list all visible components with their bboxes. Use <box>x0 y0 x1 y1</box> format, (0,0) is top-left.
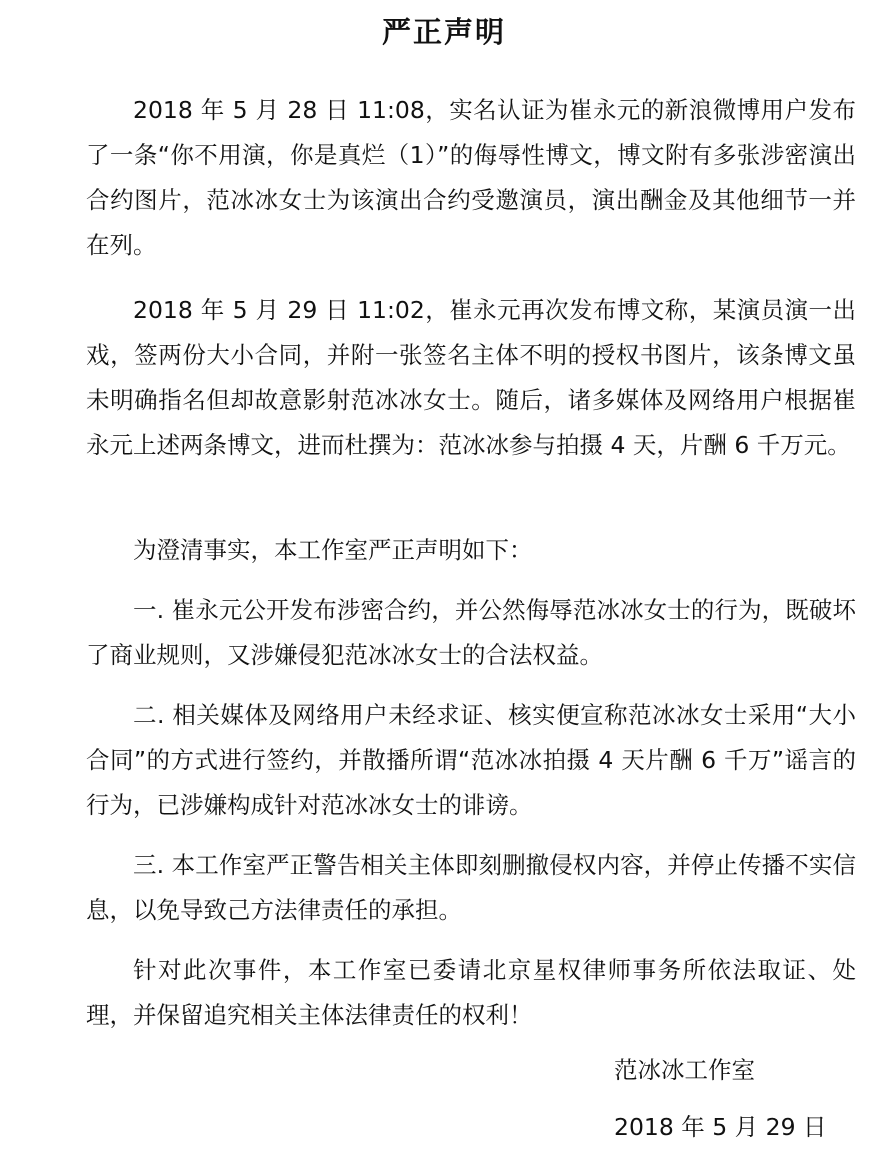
paragraph-weibo-post-may-29: 2018 年 5 月 29 日 11:02，崔永元再次发布博文称，某演员演一出戏，签两份大小合同，并附一张签名主体不明的授权书图片，该条博文虽未明确指名但却故意影射范冰冰女士。随后，诸多媒体及网络用户根据崔永元上述两条博文，进而杜撰为：范冰冰参与拍摄 4 天，片酬 6 千万元。 <box>86 296 856 459</box>
signature: 范冰冰工作室 <box>614 1056 755 1084</box>
paragraph-clarification-intro: 为澄清事实，本工作室严正声明如下： <box>133 536 533 564</box>
paragraph-point-three: 三. 本工作室严正警告相关主体即刻删撤侵权内容，并停止传播不实信息，以免导致己方法律责任的承担。 <box>86 851 856 924</box>
paragraph-point-two: 二. 相关媒体及网络用户未经求证、核实便宣称范冰冰女士采用“大小合同”的方式进行签约，并散播所谓“范冰冰拍摄 4 天片酬 6 千万”谣言的行为，已涉嫌构成针对范冰冰女士的诽谤。 <box>86 701 856 819</box>
paragraph-legal-action: 针对此次事件，本工作室已委请北京星权律师事务所依法取证、处理，并保留追究相关主体法律责任的权利！ <box>86 956 856 1029</box>
document-title: 严正声明 <box>381 15 506 49</box>
paragraph-weibo-post-may-28: 2018 年 5 月 28 日 11:08，实名认证为崔永元的新浪微博用户发布了一条“你不用演，你是真烂（1）”的侮辱性博文，博文附有多张涉密演出合约图片，范冰冰女士为该演出合约受邀演员，演出酬金及其他细节一并在列。 <box>86 96 856 259</box>
statement-date: 2018 年 5 月 29 日 <box>614 1113 827 1141</box>
paragraph-point-one: 一. 崔永元公开发布涉密合约，并公然侮辱范冰冰女士的行为，既破坏了商业规则，又涉嫌侵犯范冰冰女士的合法权益。 <box>86 596 856 669</box>
